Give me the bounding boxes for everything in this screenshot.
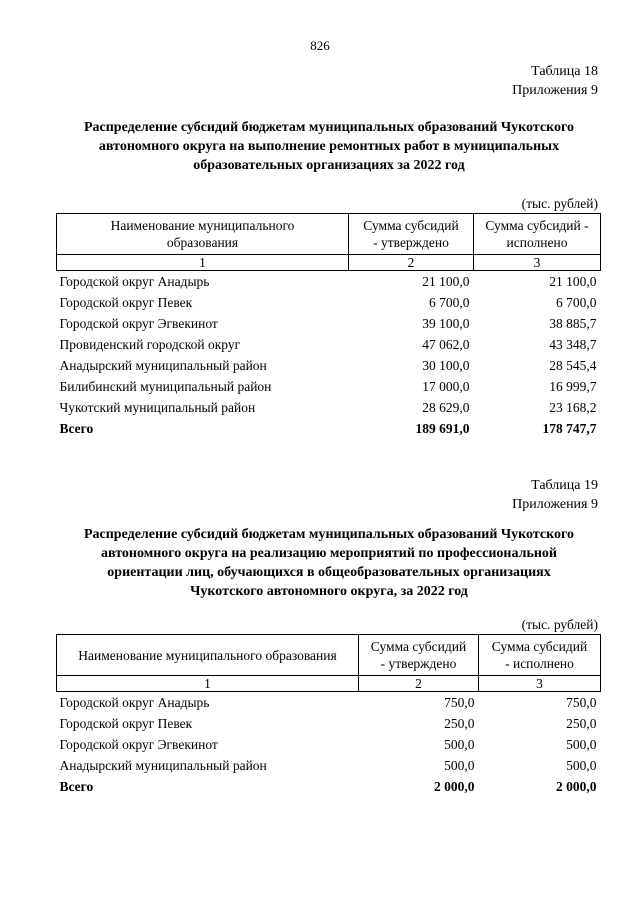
total-approved: 2 000,0 (434, 779, 475, 794)
table-row (57, 376, 601, 397)
municipality-name: Городской округ Певек (59, 295, 193, 310)
municipality-name: Анадырский муниципальный район (59, 358, 267, 373)
table-row (57, 692, 601, 714)
approved-value: 250,0 (444, 716, 475, 731)
approved-value: 47 062,0 (422, 337, 470, 352)
header-name: Наименование муниципального образования (57, 635, 359, 676)
municipality-name: Городской округ Эгвекинот (59, 316, 218, 331)
title-line: Распределение субсидий бюджетам муниципальных образований Чукотского (83, 527, 575, 542)
executed-value: 750,0 (566, 695, 597, 710)
column-number: 3 (479, 676, 601, 692)
title-line: автономного округа на выполнение ремонтных работ в муниципальных (98, 139, 560, 154)
table-number: Таблица 18 (531, 64, 598, 79)
header-approved (359, 635, 479, 676)
header-text: Сумма субсидий (491, 639, 588, 654)
table-row (57, 755, 601, 776)
header-executed (474, 214, 601, 255)
appendix-label: Приложения 9 (512, 497, 598, 512)
column-number: 2 (349, 255, 474, 271)
executed-value: 6 700,0 (556, 295, 597, 310)
executed-value: 21 100,0 (549, 274, 597, 289)
municipality-name: Анадырский муниципальный район (59, 758, 267, 773)
table-row (57, 397, 601, 418)
title-line: образовательных организациях за 2022 год (193, 158, 465, 173)
executed-value: 43 348,7 (549, 337, 597, 352)
header-text: образования (166, 235, 239, 250)
executed-value: 500,0 (566, 758, 597, 773)
table-row (57, 292, 601, 313)
table-19-reference (512, 476, 598, 514)
table-row (57, 734, 601, 755)
table-18 (56, 213, 601, 439)
approved-value: 750,0 (444, 695, 475, 710)
executed-value: 28 545,4 (549, 358, 597, 373)
municipality-name: Провиденский городской округ (59, 337, 241, 352)
municipality-name: Городской округ Певек (59, 716, 193, 731)
total-executed: 178 747,7 (542, 421, 597, 436)
header-row (57, 214, 601, 255)
table-18-reference (512, 62, 598, 100)
municipality-name: Городской округ Эгвекинот (59, 737, 218, 752)
header-name (57, 214, 349, 255)
approved-value: 28 629,0 (422, 400, 470, 415)
approved-value: 500,0 (444, 737, 475, 752)
table-19-title (55, 525, 603, 601)
table-row (57, 334, 601, 355)
approved-value: 6 700,0 (429, 295, 470, 310)
total-row (57, 418, 601, 439)
header-text: - исполнено (505, 656, 574, 671)
header-executed (479, 635, 601, 676)
municipality-name: Чукотский муниципальный район (59, 400, 256, 415)
column-number-row (57, 255, 601, 271)
table-19 (56, 634, 601, 797)
executed-value: 23 168,2 (549, 400, 597, 415)
table-row (57, 271, 601, 293)
column-number: 1 (57, 676, 359, 692)
units-label: (тыс. рублей) (521, 617, 598, 632)
header-text: - утверждено (380, 656, 457, 671)
column-number: 2 (359, 676, 479, 692)
municipality-name: Городской округ Анадырь (59, 695, 210, 710)
municipality-name: Билибинский муниципальный район (59, 379, 272, 394)
executed-value: 250,0 (566, 716, 597, 731)
title-line: Распределение субсидий бюджетам муниципальных образований Чукотского (83, 120, 575, 135)
approved-value: 30 100,0 (422, 358, 470, 373)
total-row (57, 776, 601, 797)
header-text: Сумма субсидий (363, 218, 459, 233)
approved-value: 21 100,0 (422, 274, 470, 289)
municipality-name: Городской округ Анадырь (59, 274, 210, 289)
column-number-row (57, 676, 601, 692)
table-row (57, 355, 601, 376)
table-number: Таблица 19 (531, 478, 598, 493)
approved-value: 17 000,0 (422, 379, 470, 394)
appendix-label: Приложения 9 (512, 83, 598, 98)
table-row (57, 313, 601, 334)
header-text: Наименование муниципального (110, 218, 295, 233)
approved-value: 39 100,0 (422, 316, 470, 331)
column-number: 3 (474, 255, 601, 271)
executed-value: 16 999,7 (549, 379, 597, 394)
units-label: (тыс. рублей) (521, 196, 598, 211)
header-text: - утверждено (373, 235, 449, 250)
table-18-title (55, 118, 603, 175)
approved-value: 500,0 (444, 758, 475, 773)
title-line: Чукотского автономного округа, за 2022 год (190, 584, 468, 599)
title-line: ориентации лиц, обучающихся в общеобразовательных организациях (107, 565, 551, 580)
page-number: 826 (310, 38, 330, 53)
title-line: автономного округа на реализацию мероприятий по профессиональной (100, 546, 557, 561)
total-approved: 189 691,0 (415, 421, 470, 436)
header-approved (349, 214, 474, 255)
total-executed: 2 000,0 (556, 779, 597, 794)
executed-value: 500,0 (566, 737, 597, 752)
total-label: Всего (59, 779, 94, 794)
header-text: Сумма субсидий (370, 639, 467, 654)
header-text: исполнено (506, 235, 568, 250)
header-text: Сумма субсидий - (485, 218, 589, 233)
column-number: 1 (57, 255, 349, 271)
table-row (57, 713, 601, 734)
total-label: Всего (59, 421, 94, 436)
executed-value: 38 885,7 (549, 316, 597, 331)
header-row (57, 635, 601, 676)
